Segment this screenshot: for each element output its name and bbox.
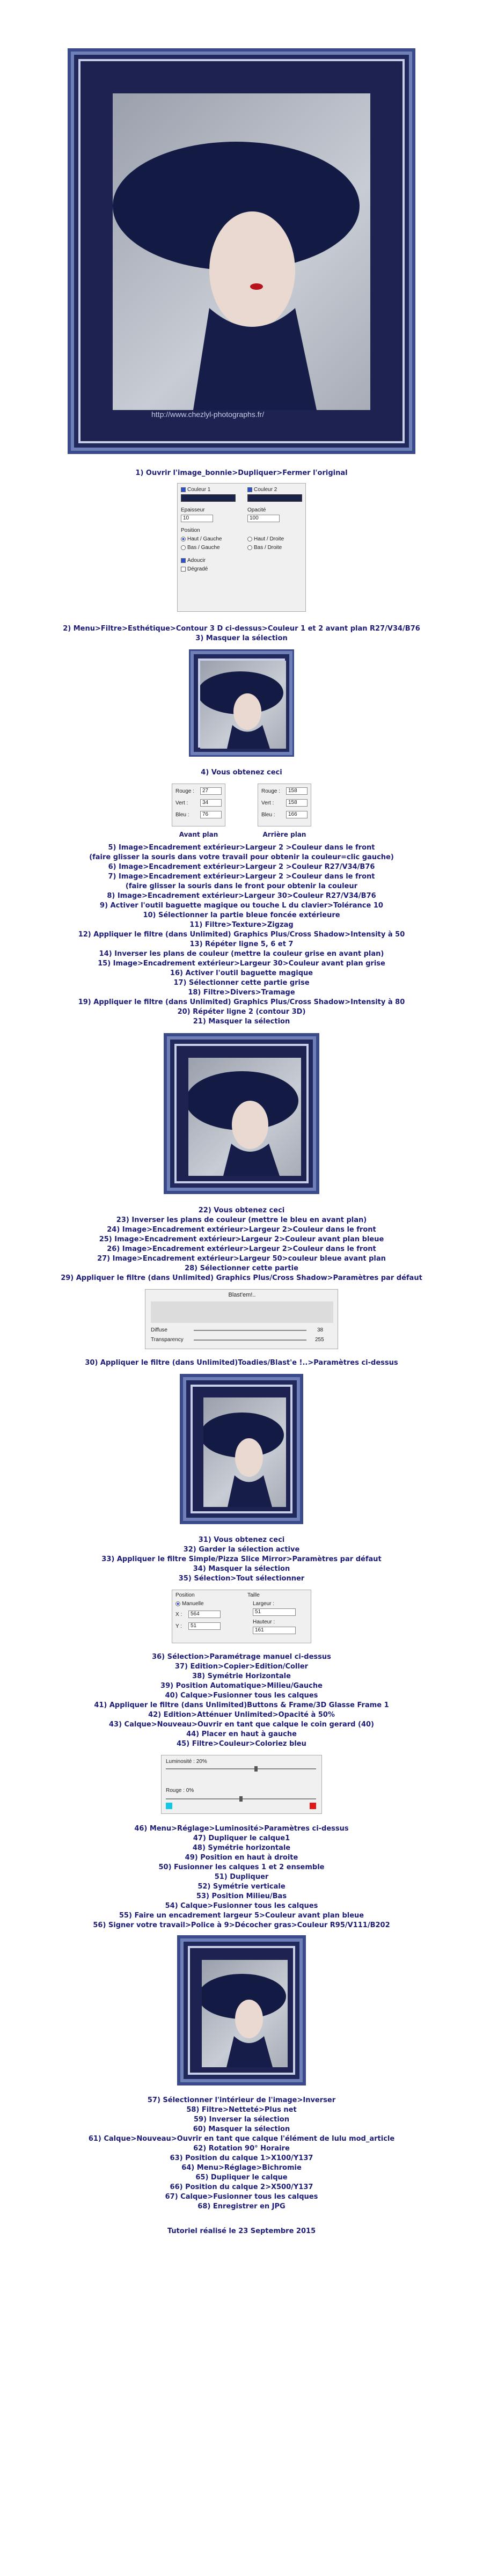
step-35: 35) Sélection>Tout sélectionner: [178, 1575, 305, 1583]
step-2: 2) Menu>Filtre>Esthétique>Contour 3 D ci-dessus>Couleur 1 et 2 avant plan R27/V34/B76: [63, 625, 420, 633]
result-image-4: [177, 1935, 306, 2085]
transparency-label: Transparency: [151, 1337, 184, 1343]
pos-hd[interactable]: Haut / Droite: [254, 536, 284, 542]
step-52: 52) Symétrie verticale: [197, 1883, 286, 1891]
step-37: 37) Edition>Copier>Edition/Coller: [174, 1663, 309, 1671]
position-label: Position: [181, 528, 200, 533]
rouge-label: Rouge : 0%: [166, 1788, 194, 1794]
couleur1-swatch[interactable]: [181, 494, 236, 502]
step-68: 68) Enregistrer en JPG: [197, 2202, 286, 2211]
step-17: 17) Sélectionner cette partie grise: [173, 979, 310, 987]
step-8: 8) Image>Encadrement extérieur>Largeur 30>Couleur R27/V34/B76: [107, 892, 376, 900]
vert-label: Vert :: [175, 800, 188, 806]
step-46: 46) Menu>Réglage>Luminosité>Paramètres ci-dessus: [134, 1825, 349, 1833]
step-14: 14) Inverser les plans de couleur (mettre la couleur grise en avant plan): [99, 950, 384, 958]
position-group-label: Position: [175, 1592, 195, 1598]
arriere-plan-caption: Arrière plan: [262, 831, 306, 838]
step-43: 43) Calque>Nouveau>Ouvrir en tant que calque le coin gerard (40): [109, 1721, 374, 1729]
bleu-label: Bleu :: [175, 812, 189, 818]
step-59: 59) Inverser la sélection: [194, 2116, 289, 2124]
woman-portrait: [113, 93, 370, 410]
step-47: 47) Dupliquer le calque1: [193, 1834, 290, 1842]
x-field[interactable]: 564: [188, 1611, 221, 1618]
step-1: 1) Ouvrir l'image_bonnie>Dupliquer>Fermer l'original: [135, 469, 348, 477]
transparency-value: 255: [315, 1337, 324, 1343]
step-25: 25) Image>Encadrement extérieur>Largeur 2>Couleur avant plan bleue: [99, 1235, 384, 1243]
step-39: 39) Position Automatique>Milieu/Gauche: [160, 1682, 323, 1690]
step-45: 45) Filtre>Couleur>Coloriez bleu: [177, 1740, 306, 1748]
result-image-3: [180, 1374, 303, 1524]
luminosite-thumb[interactable]: [254, 1766, 258, 1772]
step-21: 21) Masquer la sélection: [193, 1018, 290, 1026]
step-66: 66) Position du calque 2>X500/Y137: [170, 2183, 313, 2191]
step-18: 18) Filtre>Divers>Tramage: [188, 989, 295, 997]
step-9: 9) Activer l'outil baguette magique ou touche L du clavier>Tolérance 10: [100, 902, 383, 910]
pos-bg[interactable]: Bas / Gauche: [187, 545, 220, 551]
step-15: 15) Image>Encadrement extérieur>Largeur 30>Couleur avant plan grise: [98, 960, 385, 968]
step-34: 34) Masquer la sélection: [193, 1565, 290, 1573]
vert-label: Vert :: [261, 800, 274, 806]
luminosite-slider[interactable]: [166, 1768, 316, 1769]
selection-manual-dialog: [172, 1590, 311, 1643]
couleur2-swatch[interactable]: [247, 494, 302, 502]
step-38: 38) Symétrie Horizontale: [192, 1672, 291, 1680]
step-54: 54) Calque>Fusionner tous les calques: [165, 1902, 318, 1910]
step-44: 44) Placer en haut à gauche: [186, 1730, 297, 1738]
largeur-field[interactable]: 51: [253, 1608, 296, 1616]
step-56: 56) Signer votre travail>Police à 9>Décocher gras>Couleur R95/V111/B202: [93, 1921, 390, 1929]
step-13: 13) Répéter ligne 5, 6 et 7: [189, 940, 294, 948]
step-6: 6) Image>Encadrement extérieur>Largeur 2 >Couleur R27/V34/B76: [108, 863, 375, 871]
result-image-2: [164, 1033, 319, 1194]
header-framed-image: [68, 48, 415, 454]
step-61: 61) Calque>Nouveau>Ouvrir en tant que calque l'élément de lulu mod_article: [88, 2135, 395, 2143]
opacite-label: Opacité: [247, 507, 266, 513]
step-57: 57) Sélectionner l'intérieur de l'image>Inverser: [147, 2096, 336, 2104]
step-51: 51) Dupliquer: [214, 1873, 269, 1881]
step-33: 33) Appliquer le filtre Simple/Pizza Slice Mirror>Paramètres par défaut: [101, 1555, 382, 1563]
step-62: 62) Rotation 90° Horaire: [193, 2145, 290, 2153]
couleur2-label: Couleur 2: [254, 487, 277, 493]
step-12: 12) Appliquer le filtre (dans Unlimited) Graphics Plus/Cross Shadow>Intensity à 50: [78, 931, 405, 939]
rouge-label: Rouge :: [261, 788, 281, 794]
step-58: 58) Filtre>Netteté>Plus net: [186, 2106, 297, 2114]
step-64: 64) Menu>Réglage>Bichromie: [181, 2164, 302, 2172]
step-40: 40) Calque>Fusionner tous les calques: [165, 1692, 318, 1700]
degrade-checkbox[interactable]: Dégradé: [187, 566, 208, 572]
diffuse-label: Diffuse: [151, 1327, 167, 1333]
footer-date: Tutoriel réalisé le 23 Septembre 2015: [167, 2227, 316, 2235]
step-7: 7) Image>Encadrement extérieur>Largeur 2 >Couleur dans le front: [108, 873, 375, 881]
pos-bd[interactable]: Bas / Droite: [254, 545, 282, 551]
hauteur-label: Hauteur :: [253, 1619, 275, 1625]
step-63: 63) Position du calque 1>X100/Y137: [170, 2154, 313, 2162]
step-5: 5) Image>Encadrement extérieur>Largeur 2 >Couleur dans le front: [108, 844, 375, 852]
step-10: 10) Sélectionner la partie bleue foncée extérieure: [143, 911, 340, 919]
y-field[interactable]: 51: [188, 1622, 221, 1630]
manuelle-radio[interactable]: Manuelle: [182, 1601, 204, 1607]
red-swatch: [310, 1803, 316, 1809]
pos-hg[interactable]: Haut / Gauche: [187, 536, 222, 542]
luminosite-dialog: [161, 1755, 322, 1814]
step-48: 48) Symétrie horizontale: [192, 1844, 291, 1852]
step-60: 60) Masquer la sélection: [193, 2125, 290, 2133]
step-24: 24) Image>Encadrement extérieur>Largeur 2>Couleur dans le front: [107, 1226, 376, 1234]
vert-avant-field[interactable]: 34: [200, 799, 222, 807]
step-11: 11) Filtre>Texture>Zigzag: [189, 921, 294, 929]
couleur1-label: Couleur 1: [187, 487, 211, 493]
rouge-thumb[interactable]: [239, 1796, 243, 1802]
step-36: 36) Sélection>Paramétrage manuel ci-dessus: [152, 1653, 331, 1661]
rouge-label: Rouge :: [175, 788, 195, 794]
step-4: 4) Vous obtenez ceci: [201, 769, 282, 777]
vert-arriere-field[interactable]: 158: [286, 799, 308, 807]
step-67: 67) Calque>Fusionner tous les calques: [165, 2193, 318, 2201]
step-22: 22) Vous obtenez ceci: [198, 1206, 285, 1214]
transparency-slider[interactable]: [194, 1340, 306, 1341]
diffuse-slider[interactable]: [194, 1330, 306, 1331]
rouge-arriere-field[interactable]: 158: [286, 787, 308, 795]
step-31: 31) Vous obtenez ceci: [198, 1536, 285, 1544]
rouge-avant-field[interactable]: 27: [200, 787, 222, 795]
step-3: 3) Masquer la sélection: [195, 634, 288, 642]
step-19: 19) Appliquer le filtre (dans Unlimited) Graphics Plus/Cross Shadow>Intensity à 80: [78, 998, 405, 1006]
step-49: 49) Position en haut à droite: [185, 1854, 298, 1862]
bleu-avant-field[interactable]: 76: [200, 811, 222, 818]
taille-group-label: Taille: [247, 1592, 260, 1598]
contour-3d-dialog: [177, 483, 306, 612]
bleu-label: Bleu :: [261, 812, 275, 818]
step-32: 32) Garder la sélection active: [183, 1546, 300, 1554]
step-50: 50) Fusionner les calques 1 et 2 ensemble: [158, 1863, 325, 1871]
blastem-dialog: [145, 1289, 338, 1349]
y-label: Y :: [175, 1623, 182, 1629]
cyan-swatch: [166, 1803, 172, 1809]
rgb-arriere-plan-panel: [258, 784, 311, 826]
opacite-field[interactable]: 100: [247, 515, 280, 522]
result-image-1: [189, 649, 294, 757]
step-29: 29) Appliquer le filtre (dans Unlimited) Graphics Plus/Cross Shadow>Paramètres par défaut: [61, 1274, 422, 1282]
step-30: 30) Appliquer le filtre (dans Unlimited)Toadies/Blast'e !..>Paramètres ci-dessus: [85, 1359, 398, 1367]
step-16: 16) Activer l'outil baguette magique: [170, 969, 313, 977]
step-42: 42) Edition>Atténuer Unlimited>Opacité à 50%: [148, 1711, 335, 1719]
rgb-avant-plan-panel: [172, 784, 225, 826]
step-20: 20) Répéter ligne 2 (contour 3D): [177, 1008, 306, 1016]
blastem-title: Blast'em!..: [228, 1292, 256, 1298]
hauteur-field[interactable]: 161: [253, 1627, 296, 1634]
step-65: 65) Dupliquer le calque: [195, 2174, 288, 2182]
step-27: 27) Image>Encadrement extérieur>Largeur 50>couleur bleue avant plan: [97, 1255, 386, 1263]
step-23: 23) Inverser les plans de couleur (mettre le bleu en avant plan): [116, 1216, 367, 1224]
epaisseur-label: Epaisseur: [181, 507, 205, 513]
x-label: X :: [175, 1612, 182, 1618]
bleu-arriere-field[interactable]: 166: [286, 811, 308, 818]
step-26: 26) Image>Encadrement extérieur>Largeur 2>Couleur dans le front: [107, 1245, 376, 1253]
epaisseur-field[interactable]: 10: [181, 515, 213, 522]
step-55: 55) Faire un encadrement largeur 5>Couleur avant plan bleue: [119, 1912, 364, 1920]
step-53: 53) Position Milieu/Bas: [196, 1892, 287, 1900]
diffuse-value: 38: [317, 1327, 324, 1333]
adoucir-checkbox[interactable]: Adoucir: [187, 558, 206, 564]
step-5-note: (faire glisser la souris dans votre travail pour obtenir la couleur=clic gauche): [89, 853, 394, 861]
step-7-note: (faire glisser la souris dans le front pour obtenir la couleur: [125, 882, 358, 890]
largeur-label: Largeur :: [253, 1601, 275, 1607]
step-28: 28) Sélectionner cette partie: [185, 1264, 298, 1272]
luminosite-label: Luminosité : 20%: [166, 1759, 207, 1765]
step-41: 41) Appliquer le filtre (dans Unlimited)Buttons & Frame/3D Glasse Frame 1: [94, 1701, 389, 1709]
avant-plan-caption: Avant plan: [179, 831, 218, 838]
hat-woman-illustration: [113, 93, 370, 410]
watermark-text: http://www.chezlyl-photographs.fr/: [151, 410, 265, 419]
